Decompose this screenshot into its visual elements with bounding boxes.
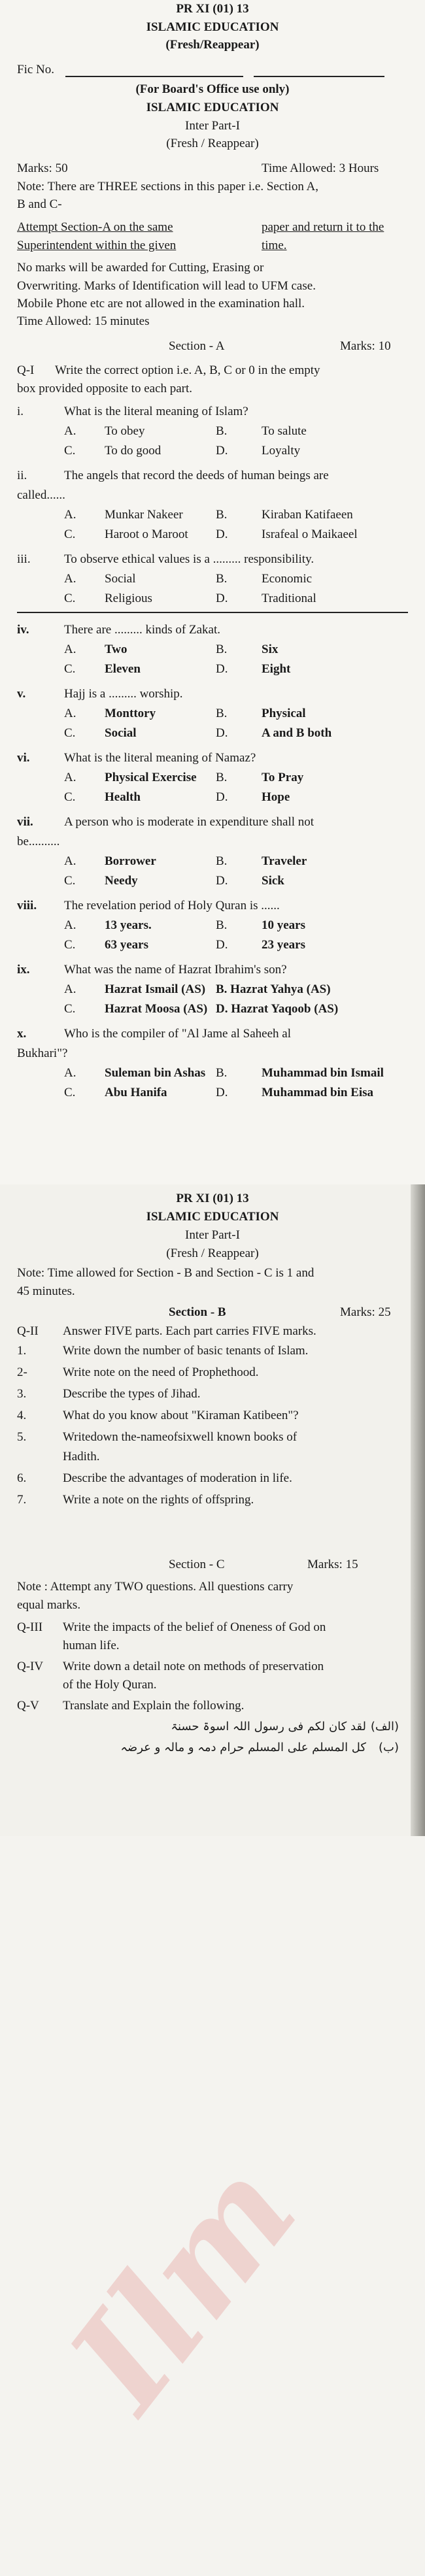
q5-label: Q-V (17, 1699, 39, 1713)
option-text: Sick (262, 874, 284, 888)
option-text: Social (105, 572, 136, 586)
option-text: Loyalty (262, 444, 301, 458)
option-letter: B. (216, 572, 228, 586)
paper-subtitle-2: (Fresh / Reappear) (166, 137, 259, 150)
option-text: Abu Hanifa (105, 1086, 167, 1099)
part-text: What do you know about "Kiraman Katibeen"? (63, 1409, 299, 1422)
option-letter: B. (216, 424, 228, 438)
q4-text-2: of the Holy Quran. (63, 1678, 157, 1692)
option-text: B. Hazrat Yahya (AS) (216, 982, 331, 996)
mcq-number: ix. (17, 963, 30, 977)
urdu-a-label: (الف) (370, 1720, 399, 1733)
option-letter: B. (216, 771, 228, 784)
option-text: Eight (262, 662, 291, 676)
attempt-instruction-2: Superintendent within the given (17, 239, 177, 252)
part-number: 4. (17, 1409, 27, 1422)
option-letter: A. (64, 643, 76, 656)
paper-subtitle: (Fresh/Reappear) (165, 38, 260, 52)
option-letter: B. (216, 643, 228, 656)
mcq-question: Hajj is a ......... worship. (64, 687, 183, 701)
mcq-question: To observe ethical values is a ......... responsibility. (64, 552, 314, 566)
attempt-instruction-2b: time. (262, 239, 287, 252)
section-c-marks: Marks: 15 (307, 1558, 358, 1571)
mcq-number: viii. (17, 899, 37, 912)
rule-line-2: Overwriting. Marks of Identification will lead to UFM case. (17, 279, 316, 293)
option-text: Muhammad bin Ismail (262, 1066, 384, 1080)
option-text: To Pray (262, 771, 304, 784)
mcq-question-cont: called...... (17, 488, 65, 502)
note-time: Note: Time allowed for Section - B and Section - C is 1 and (17, 1266, 314, 1280)
section-a-marks: Marks: 10 (340, 339, 391, 353)
mcq-number: ii. (17, 469, 27, 482)
option-letter: D. (216, 527, 228, 541)
option-text: Health (105, 790, 141, 804)
option-text: 63 years (105, 938, 149, 952)
option-letter: D. (216, 790, 228, 804)
urdu-b-text: کل المسلم علی المسلم حرام دمہ و مالہ و عرضہ (120, 1741, 366, 1754)
mcq-question: The angels that record the deeds of human beings are (64, 469, 329, 482)
inter-part: Inter Part-I (185, 119, 240, 133)
mcq-number: iii. (17, 552, 31, 566)
option-text: Muhammad bin Eisa (262, 1086, 374, 1099)
paper-title-2: ISLAMIC EDUCATION (146, 101, 279, 114)
option-text: Two (105, 643, 128, 656)
option-text: Haroot o Maroot (105, 527, 188, 541)
office-use-note: (For Board's Office use only) (135, 82, 290, 96)
note-sections: Note: There are THREE sections in this paper i.e. Section A, (17, 180, 318, 193)
paper2-code: PR XI (01) 13 (176, 1192, 249, 1205)
part-text: Describe the advantages of moderation in life. (63, 1471, 292, 1485)
mcq-question: What was the name of Hazrat Ibrahim's son? (64, 963, 287, 977)
q1-label: Q-I (17, 363, 35, 377)
part-number: 1. (17, 1344, 27, 1358)
mcq-number: v. (17, 687, 26, 701)
option-letter: C. (64, 874, 76, 888)
option-letter: A. (64, 982, 76, 996)
part-text: Write note on the need of Prophethood. (63, 1365, 259, 1379)
option-text: To do good (105, 444, 162, 458)
option-text: Needy (105, 874, 138, 888)
part-text-cont: Hadith. (63, 1450, 100, 1464)
option-text: Kiraban Katifaeen (262, 508, 353, 522)
option-text: Religious (105, 592, 152, 605)
option-text: Social (105, 726, 137, 740)
option-text: Israfeal o Maikaeel (262, 527, 358, 541)
option-letter: A. (64, 854, 76, 868)
part-text: Writedown the-nameofsixwell known books of (63, 1430, 298, 1444)
part-number: 3. (17, 1387, 27, 1401)
mcq-number: vi. (17, 751, 30, 765)
paper-page-subjective (0, 1184, 425, 2439)
fic-line-1 (65, 76, 243, 77)
option-text: A and B both (262, 726, 332, 740)
mcq-question: What is the literal meaning of Namaz? (64, 751, 256, 765)
option-letter: C. (64, 1002, 76, 1016)
mcq-number: i. (17, 405, 24, 418)
note-section-c-2: equal marks. (17, 1598, 81, 1612)
part-text: Write a note on the rights of offspring. (63, 1493, 254, 1507)
option-text: Physical Exercise (105, 771, 197, 784)
option-letter: B. (216, 707, 228, 720)
marks-total: Marks: 50 (17, 161, 68, 175)
paper2-part: Inter Part-I (185, 1228, 240, 1242)
option-letter: B. (216, 918, 228, 932)
option-letter: C. (64, 790, 76, 804)
option-letter: A. (64, 771, 76, 784)
q4-text: Write down a detail note on methods of preservation (63, 1660, 324, 1673)
urdu-a-text: لقد کان لکم فی رسول اللہ اسوۃ حسنۃ (171, 1720, 366, 1733)
option-letter: A. (64, 572, 76, 586)
note-section-c: Note : Attempt any TWO questions. All questions carry (17, 1580, 294, 1594)
q3-text-2: human life. (63, 1639, 120, 1652)
mcq-question: What is the literal meaning of Islam? (64, 405, 248, 418)
urdu-b-label: (ب) (379, 1741, 399, 1754)
mcq-question-cont: be.......... (17, 835, 60, 848)
option-text: Suleman bin Ashas (105, 1066, 206, 1080)
paper-code: PR XI (01) 13 (176, 2, 249, 16)
option-letter: C. (64, 662, 76, 676)
option-text: Economic (262, 572, 313, 586)
option-letter: C. (64, 1086, 76, 1099)
q3-label: Q-III (17, 1620, 43, 1634)
section-b-marks: Marks: 25 (340, 1305, 391, 1319)
watermark-logo (0, 1884, 425, 2576)
part-number: 2- (17, 1365, 27, 1379)
svg-text:Ilm: Ilm (39, 2132, 328, 2439)
q1-instruction-2: box provided opposite to each part. (17, 382, 193, 395)
part-number: 7. (17, 1493, 27, 1507)
option-letter: C. (64, 726, 76, 740)
q1-instruction: Write the correct option i.e. A, B, C or 0 in the empty (55, 363, 320, 377)
mcq-question: Who is the compiler of "Al Jame al Saheeh al (64, 1027, 292, 1041)
option-letter: B. (216, 508, 228, 522)
option-text: To salute (262, 424, 307, 438)
mcq-question: There are ......... kinds of Zakat. (64, 623, 220, 637)
section-c-heading: Section - C (169, 1558, 225, 1571)
q2-label: Q-II (17, 1324, 39, 1338)
time-15: Time Allowed: 15 minutes (17, 314, 150, 328)
note-time-2: 45 minutes. (17, 1284, 75, 1298)
option-letter: C. (64, 527, 76, 541)
option-text: Six (262, 643, 279, 656)
option-letter: D. (216, 726, 228, 740)
paper-title: ISLAMIC EDUCATION (146, 20, 279, 34)
option-text: Physical (262, 707, 306, 720)
option-text: Hope (262, 790, 290, 804)
option-text: Hazrat Moosa (AS) (105, 1002, 208, 1016)
fic-label: Fic No. (17, 63, 54, 76)
option-text: D. Hazrat Yaqoob (AS) (216, 1002, 339, 1016)
option-letter: A. (64, 918, 76, 932)
option-text: 13 years. (105, 918, 152, 932)
note-sections-2: B and C- (17, 197, 62, 211)
section-a-heading: Section - A (169, 339, 225, 353)
mcq-number: x. (17, 1027, 27, 1041)
option-letter: D. (216, 938, 228, 952)
rule-line-3: Mobile Phone etc are not allowed in the examination hall. (17, 297, 305, 310)
fic-line-2 (254, 76, 384, 77)
option-letter: A. (64, 424, 76, 438)
option-letter: D. (216, 444, 228, 458)
paper2-title: ISLAMIC EDUCATION (146, 1210, 279, 1224)
time-total: Time Allowed: 3 Hours (262, 161, 379, 175)
page-divider (17, 612, 408, 613)
option-text: Munkar Nakeer (105, 508, 183, 522)
mcq-question: A person who is moderate in expenditure shall not (64, 815, 314, 829)
attempt-instruction-1: Attempt Section-A on the same (17, 220, 173, 234)
option-letter: D. (216, 592, 228, 605)
option-text: Hazrat Ismail (AS) (105, 982, 206, 996)
q3-text: Write the impacts of the belief of Oneness of God on (63, 1620, 326, 1634)
part-number: 6. (17, 1471, 27, 1485)
paper2-subtitle: (Fresh / Reappear) (166, 1246, 259, 1260)
option-letter: C. (64, 592, 76, 605)
option-letter: D. (216, 1086, 228, 1099)
rule-line-1: No marks will be awarded for Cutting, Erasing or (17, 261, 264, 275)
q2-instruction: Answer FIVE parts. Each part carries FIVE marks. (63, 1324, 316, 1338)
option-letter: D. (216, 874, 228, 888)
option-text: Monttory (105, 707, 156, 720)
option-letter: A. (64, 1066, 76, 1080)
part-text: Describe the types of Jihad. (63, 1387, 201, 1401)
mcq-question-cont: Bukhari"? (17, 1046, 68, 1060)
option-text: 23 years (262, 938, 306, 952)
option-text: Traditional (262, 592, 316, 605)
mcq-number: vii. (17, 815, 33, 829)
paper-page-objective (0, 0, 425, 1184)
option-text: Eleven (105, 662, 141, 676)
part-number: 5. (17, 1430, 27, 1444)
option-letter: C. (64, 938, 76, 952)
option-letter: C. (64, 444, 76, 458)
option-text: To obey (105, 424, 145, 438)
part-text: Write down the number of basic tenants of Islam. (63, 1344, 309, 1358)
mcq-number: iv. (17, 623, 29, 637)
option-letter: D. (216, 662, 228, 676)
option-letter: A. (64, 707, 76, 720)
option-letter: B. (216, 854, 228, 868)
q4-label: Q-IV (17, 1660, 44, 1673)
section-b-heading: Section - B (169, 1305, 226, 1319)
option-text: Borrower (105, 854, 156, 868)
option-letter: A. (64, 508, 76, 522)
option-letter: B. (216, 1066, 228, 1080)
option-text: 10 years (262, 918, 306, 932)
option-text: Traveler (262, 854, 307, 868)
attempt-instruction-1b: paper and return it to the (262, 220, 384, 234)
q5-text: Translate and Explain the following. (63, 1699, 245, 1713)
mcq-question: The revelation period of Holy Quran is ...... (64, 899, 280, 912)
